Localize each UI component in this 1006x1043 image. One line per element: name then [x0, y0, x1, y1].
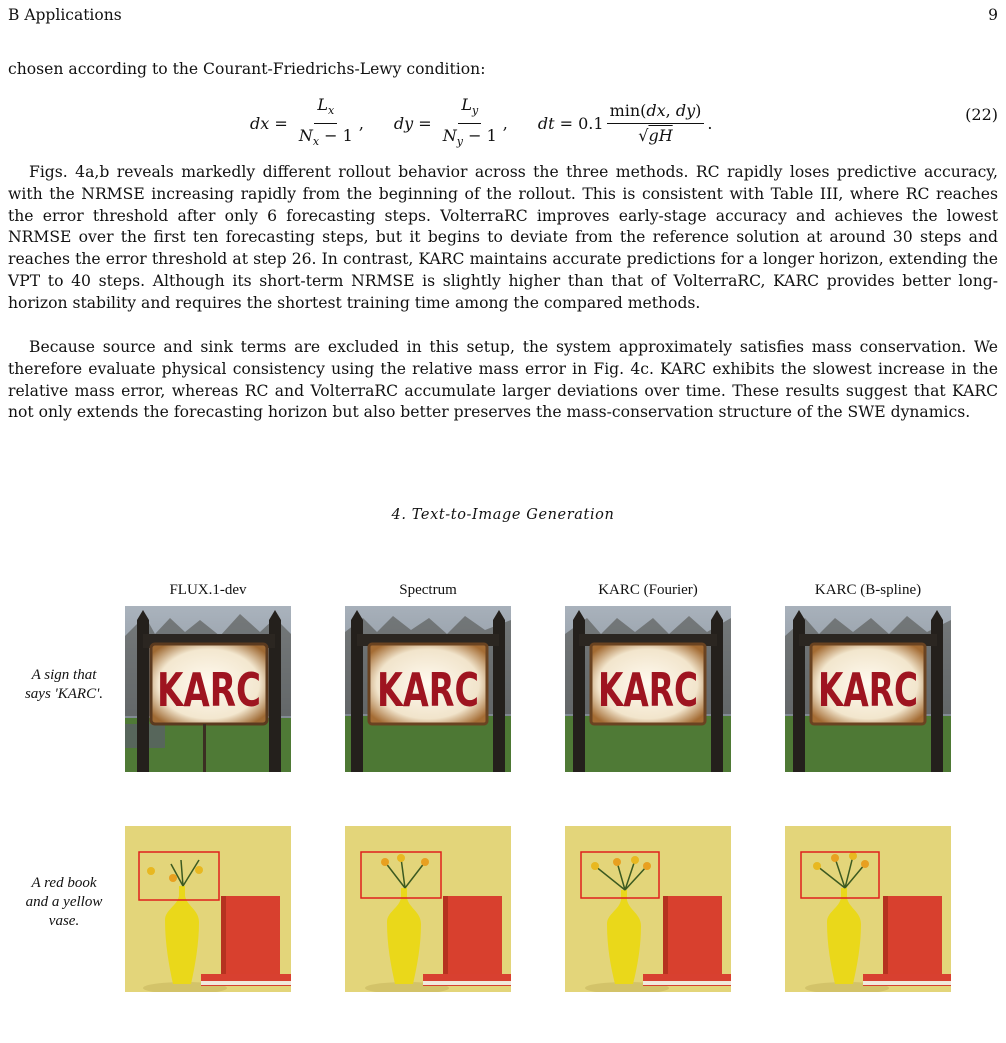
prompt-line: A red book	[31, 875, 97, 891]
vase-image-flux	[125, 826, 291, 992]
vase-shape	[387, 888, 421, 984]
book-cover	[446, 896, 502, 974]
comparison-figure	[0, 580, 1006, 1040]
vase-picture	[125, 826, 291, 992]
column-header-karc-bspline: KARC (B-spline)	[814, 582, 922, 598]
paragraph-mass-conservation: Because source and sink terms are excluded in this setup, the system approximately satisfies mass conservation. We therefore evaluate physical consistency using the relative mass error in Fig. 4c. KARC exhibits the slowest increase in the relative mass error, whereas RC and VolterraRC accumulate larger deviations over time. These results suggest that KARC not only extends the forecasting horizon but also better preserves the mass-conservation structure of the SWE dynamics.	[8, 338, 998, 422]
section-label: B Applications	[8, 6, 122, 24]
subsection-heading: 4. Text-to-Image Generation	[391, 507, 615, 523]
sign-text: KARC	[377, 663, 479, 717]
running-head	[8, 6, 998, 28]
book-cover	[224, 896, 280, 974]
sign-picture	[125, 606, 291, 772]
page-number: 9	[988, 6, 998, 24]
column-header-spectrum: Spectrum	[399, 582, 457, 598]
sign-picture	[785, 606, 951, 772]
paragraph-rollout: Figs. 4a,b reveals markedly different rollout behavior across the three methods. RC rapidly loses predictive accuracy, with the NRMSE increasing rapidly from the beginning of the rollout. This is consistent with Table III, where RC reaches the error threshold after only 6 forecasting steps. VolterraRC improves early-stage accuracy and achieves the lowest NRMSE over the first ten forecasting steps, but it begins to deviate from the reference solution at around 30 steps and reaches the error threshold at step 26. In contrast, KARC maintains accurate predictions for a longer horizon, extending the VPT to 40 steps. Although its short-term NRMSE is slightly higher than that of VolterraRC, KARC provides better long-horizon stability and requires the shortest training time among the compared methods.	[8, 163, 998, 312]
row-label-sign	[8, 666, 120, 704]
sign-image-karc-fourier	[565, 606, 731, 772]
vase-picture	[785, 826, 951, 992]
sign-image-karc-bspline	[785, 606, 951, 772]
sign-image-spectrum	[345, 606, 511, 772]
vase-shape	[607, 890, 641, 984]
prompt-line: A sign that	[31, 667, 97, 683]
equation-22	[0, 92, 1006, 148]
prompt-line: and a yellow	[25, 894, 103, 910]
vase-image-karc-bspline	[785, 826, 951, 992]
equation-number: (22)	[965, 105, 998, 124]
sign-text: KARC	[818, 663, 918, 717]
vase-image-karc-fourier	[565, 826, 731, 992]
vase-picture	[565, 826, 731, 992]
vase-shape	[827, 888, 861, 984]
sign-image-flux	[125, 606, 291, 772]
sign-text: KARC	[157, 663, 261, 717]
sign-picture	[565, 606, 731, 772]
column-header-flux: FLUX.1-dev	[169, 582, 247, 598]
equation-body: dx = $\frac{L_x}{N_x - 1}$ , dy = $\frac{L_y}{N_y - 1}$ , dt = 0.1 $\frac{\min(dx, dy)}{√gH}$ .	[250, 95, 713, 149]
sign-text: KARC	[598, 663, 698, 717]
sign-picture	[345, 606, 511, 772]
column-header-karc-fourier: KARC (Fourier)	[598, 582, 698, 598]
book-cover	[666, 896, 722, 974]
vase-image-spectrum	[345, 826, 511, 992]
prompt-line: vase.	[48, 913, 80, 929]
prompt-line: says 'KARC'.	[24, 686, 104, 702]
row-label-vase	[8, 874, 120, 931]
vase-picture	[345, 826, 511, 992]
book-cover	[886, 896, 942, 974]
lead-sentence: chosen according to the Courant-Friedrichs-Lewy condition:	[8, 60, 486, 78]
